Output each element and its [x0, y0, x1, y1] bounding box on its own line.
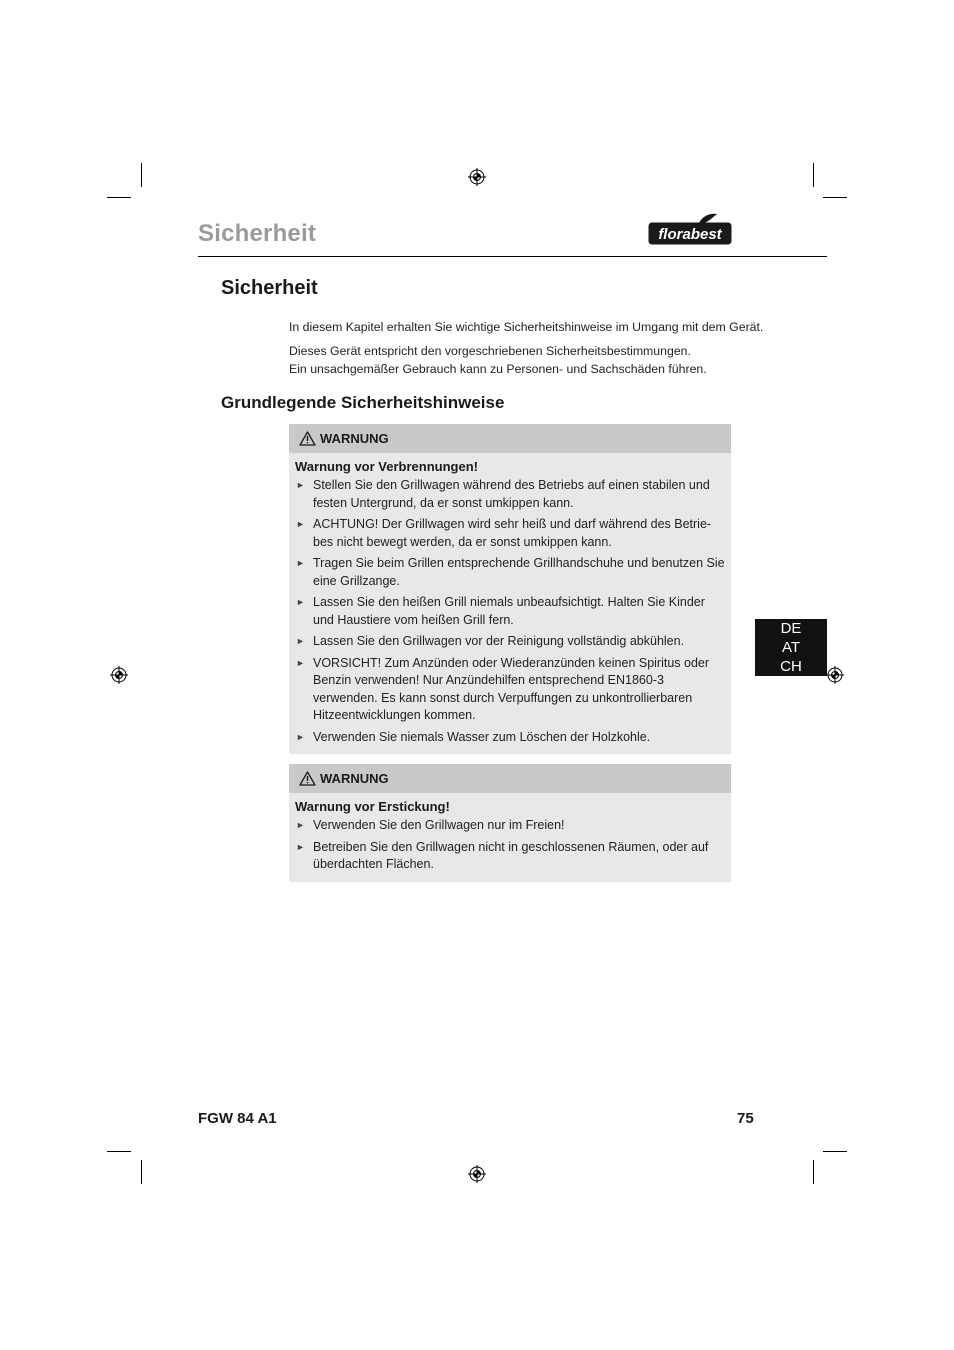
warning-box-burns [289, 424, 731, 754]
list-item [295, 655, 725, 725]
list-item-text: Verwenden Sie den Grillwagen nur im Freien! [313, 818, 565, 832]
bullet-arrow-icon: ► [296, 657, 305, 668]
warning-box-suffocation [289, 764, 731, 882]
list-item-text: VORSICHT! Zum Anzünden oder Wiederanzünden keinen Spiritus oder Benzin verwenden! Nur Anzündehilfen entsprechend EN1860-3 verwenden. Es kann sonst durch Verpuffungen zu unkontrollierbaren Hitzeentwicklungen kommen. [313, 655, 710, 722]
list-item-text: Lassen Sie den heißen Grill niemals unbeaufsichtigt. Halten Sie Kinder und Haustiere vom heißen Grill fern. [313, 595, 705, 627]
country-code-at: AT [781, 639, 801, 656]
list-item [295, 729, 725, 747]
header-title: Sicherheit [198, 220, 317, 247]
list-item-text: Tragen Sie beim Grillen entsprechende Grillhandschuhe und benutzen Sie eine Grillzange. [313, 556, 725, 588]
compliance-line: Dieses Gerät entspricht den vorgeschriebenen Sicherheitsbestimmungen. [289, 344, 691, 358]
registration-mark-icon [468, 1165, 486, 1183]
country-code-ch: CH [780, 658, 802, 675]
list-item-text: Lassen Sie den Grillwagen vor der Reinigung vollständig abkühlen. [313, 634, 685, 648]
bullet-arrow-icon: ► [296, 841, 305, 852]
section-title: Sicherheit [221, 277, 318, 299]
crop-mark [141, 1160, 142, 1184]
header-divider [198, 256, 827, 257]
warning-header [289, 764, 731, 793]
warning-heading: Warnung vor Verbrennungen! [295, 459, 478, 474]
warning-list [289, 817, 731, 882]
registration-mark-icon [110, 666, 128, 684]
list-item-text: Verwenden Sie niemals Wasser zum Löschen der Holzkohle. [313, 729, 651, 744]
logo-text: florabest [658, 226, 722, 243]
list-item-text: ACHTUNG! Der Grillwagen wird sehr heiß und darf während des Betrie-bes nicht bewegt werden, da er sonst umkippen kann. [313, 517, 712, 549]
list-item [295, 516, 725, 551]
intro-paragraph: In diesem Kapitel erhalten Sie wichtige Sicherheitshinweise im Umgang mit dem Gerät. [289, 320, 764, 334]
list-item-text: Stellen Sie den Grillwagen während des Betriebs auf einen stabilen und festen Untergrund, da er sonst umkippen kann. [313, 478, 710, 510]
list-item [295, 594, 725, 629]
list-item [295, 817, 725, 835]
country-code-de: DE [780, 620, 802, 637]
list-item [295, 839, 725, 874]
list-item [295, 633, 725, 651]
misuse-line: Ein unsachgemäßer Gebrauch kann zu Personen- und Sachschäden führen. [289, 362, 707, 376]
warning-label: WARNUNG [320, 771, 389, 786]
crop-mark [813, 1160, 814, 1184]
subsection-title: Grundlegende Sicherheitshinweise [221, 393, 505, 412]
warning-list [289, 477, 731, 754]
bullet-arrow-icon: ► [296, 597, 305, 607]
footer-model: FGW 84 A1 [198, 1110, 277, 1127]
list-item [295, 555, 725, 590]
bullet-arrow-icon: ► [296, 731, 305, 742]
warning-triangle-icon [299, 431, 316, 446]
list-item [295, 477, 725, 512]
crop-mark [107, 1151, 131, 1152]
crop-mark [823, 197, 847, 198]
bullet-arrow-icon: ► [296, 519, 305, 529]
warning-label: WARNUNG [320, 431, 389, 446]
crop-mark [823, 1151, 847, 1152]
warning-triangle-icon [299, 771, 316, 786]
country-tab [755, 619, 827, 676]
warning-heading: Warnung vor Erstickung! [295, 799, 450, 814]
page-number: 75 [737, 1110, 754, 1127]
bullet-arrow-icon: ► [296, 558, 305, 568]
warning-header [289, 424, 731, 453]
crop-mark [107, 197, 131, 198]
registration-mark-icon [468, 168, 486, 186]
registration-mark-icon [826, 666, 844, 684]
bullet-arrow-icon: ► [296, 480, 305, 490]
bullet-arrow-icon: ► [296, 636, 305, 646]
list-item-text: Betreiben Sie den Grillwagen nicht in geschlossenen Räumen, oder auf überdachten Flächen. [313, 839, 709, 871]
bullet-arrow-icon: ► [296, 820, 305, 830]
brand-logo [647, 213, 733, 247]
crop-mark [813, 163, 814, 187]
crop-mark [141, 163, 142, 187]
